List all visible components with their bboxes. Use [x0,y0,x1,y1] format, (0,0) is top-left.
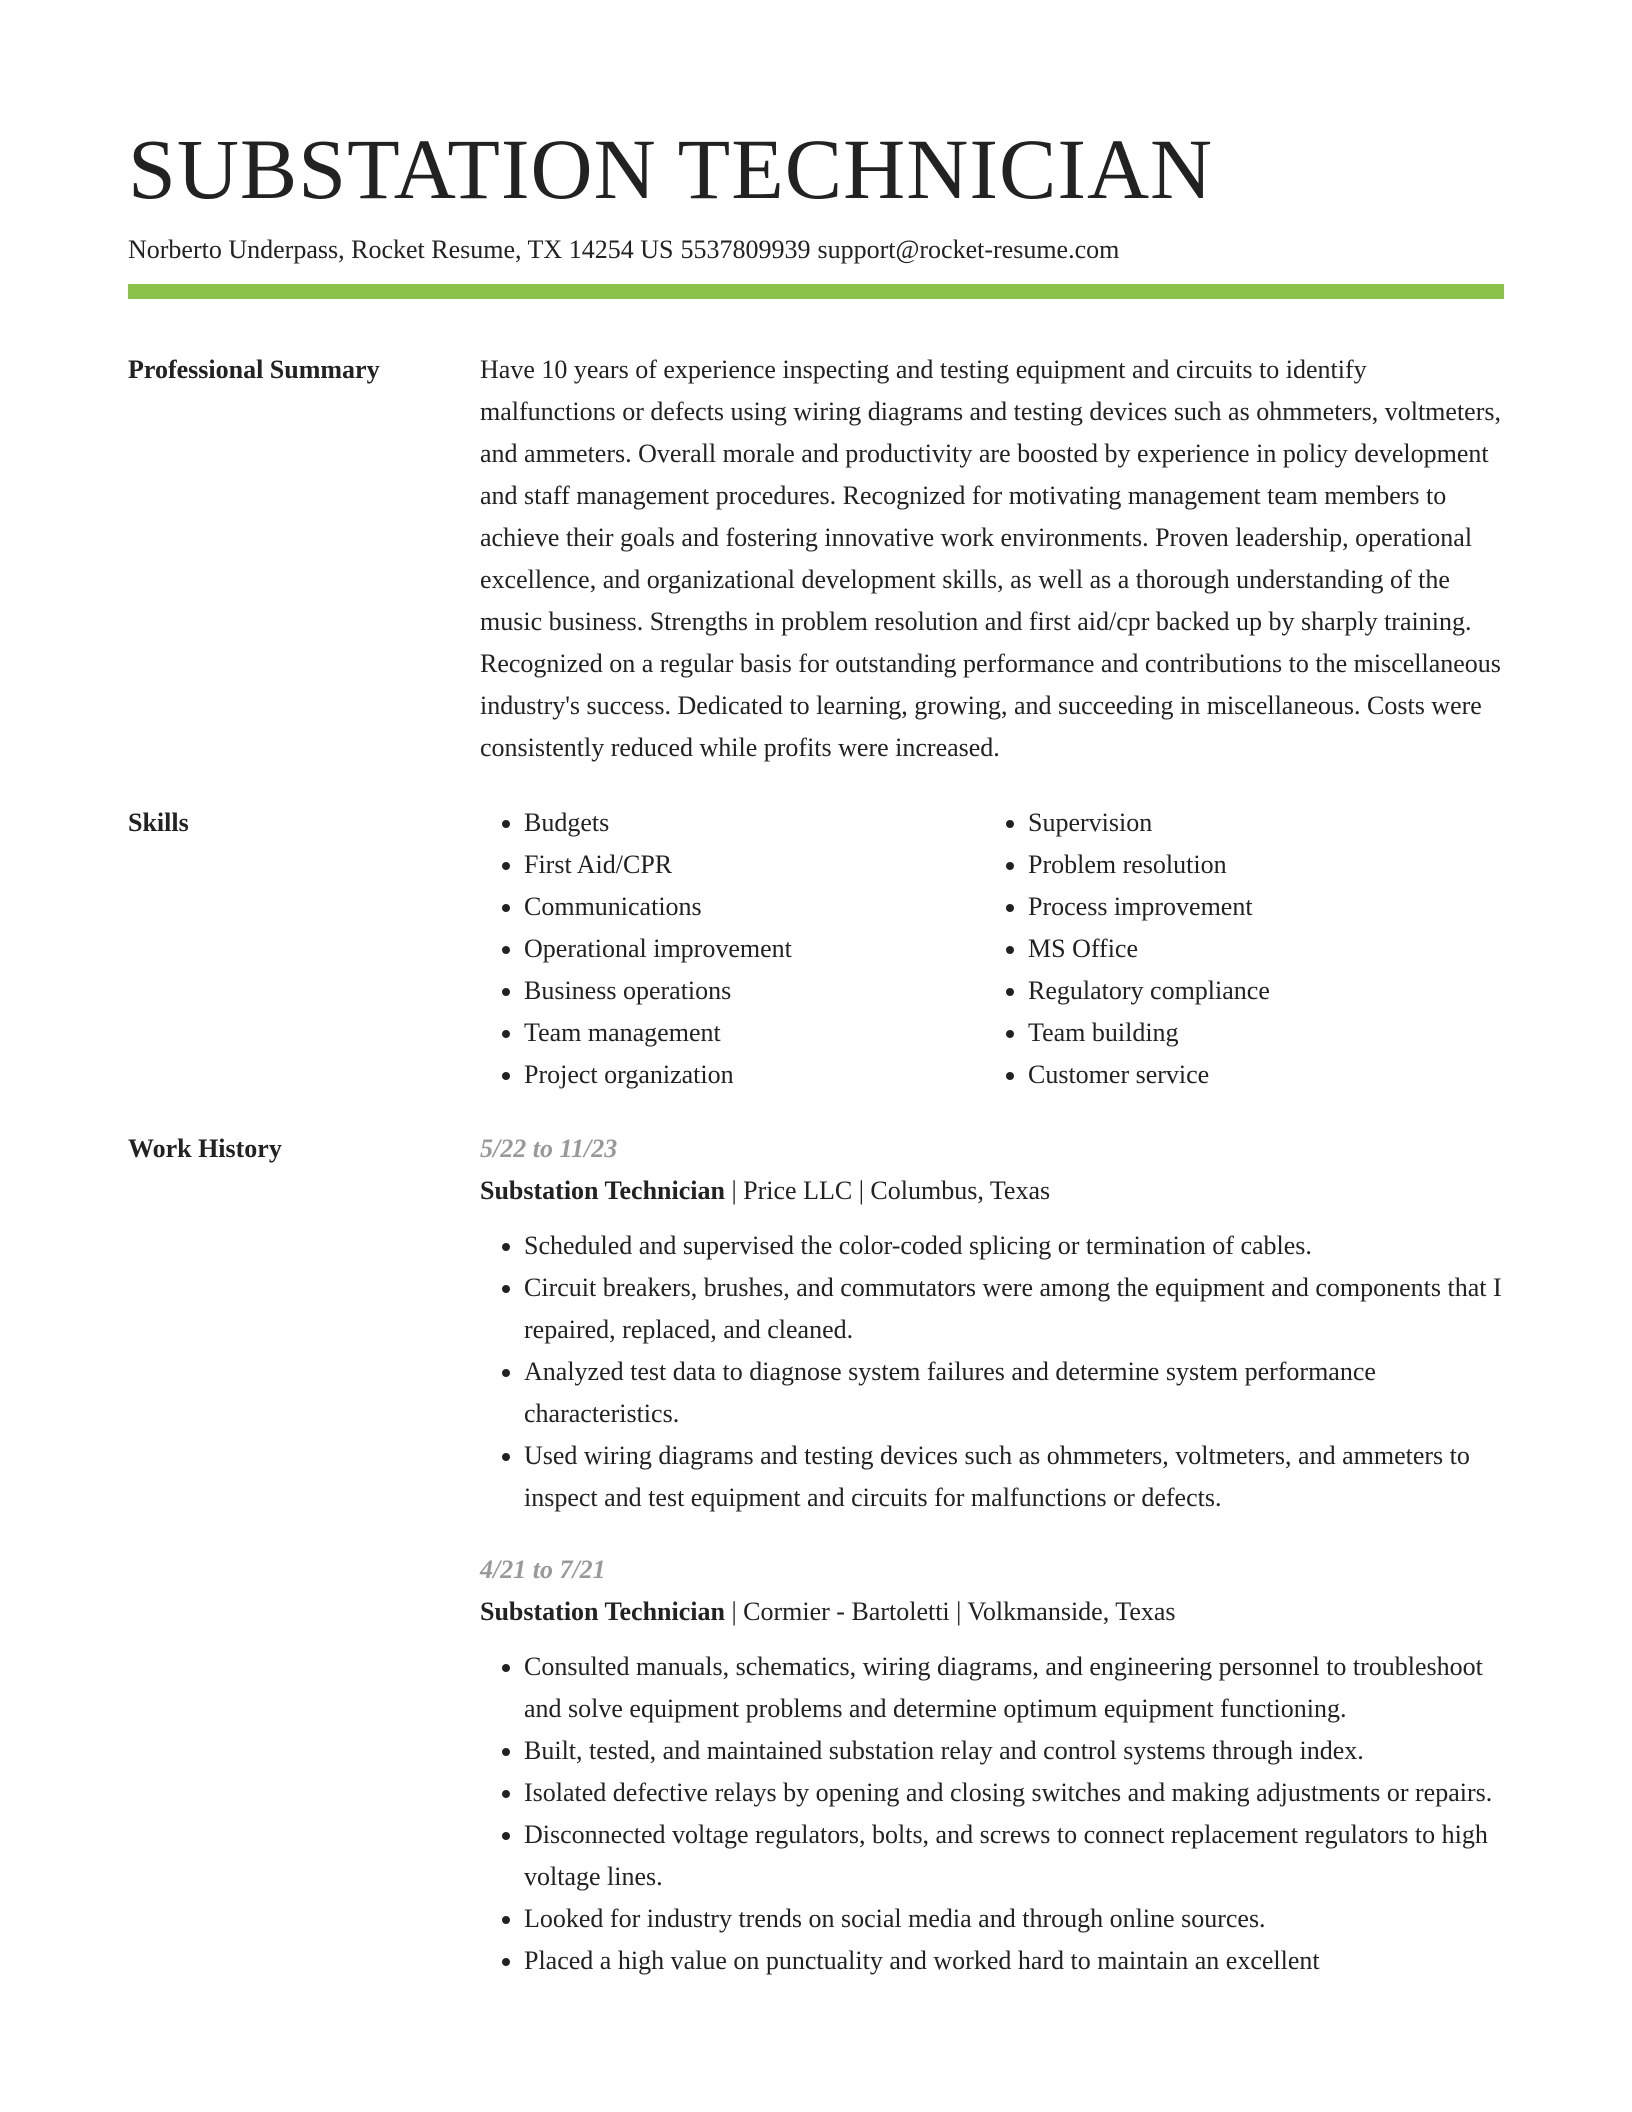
job-entry [480,1128,1504,1519]
skills-heading: Skills [128,808,189,837]
separator: | [956,1597,962,1626]
job-location: Volkmanside, Texas [967,1597,1176,1626]
skill-item: • Supervision [1028,802,1504,844]
job-bullets [480,1225,1504,1519]
job-role: Substation Technician [480,1176,725,1205]
job-bullets [480,1646,1504,1982]
skill-item: • Budgets [524,802,984,844]
skill-item: • Process improvement [1028,886,1504,928]
skill-item: • Communications [524,886,984,928]
separator: | [858,1176,864,1205]
job-bullet: • Used wiring diagrams and testing devices such as ohmmeters, voltmeters, and ammeters to inspect and test equipment and circuits for malfunctions or defects. [524,1435,1504,1519]
header-divider [128,284,1504,299]
resume-page [128,0,1504,1982]
summary-text: Have 10 years of experience inspecting and testing equipment and circuits to identify malfunctions or defects using wiring diagrams and testing devices such as ohmmeters, voltmeters, and ammeters. Overall morale and productivity are boosted by experience in policy development and staff management procedures. Recognized for motivating management team members to achieve their goals and fostering innovative work environments. Proven leadership, operational excellence, and organizational development skills, as well as a thorough understanding of the music business. Strengths in problem resolution and first aid/cpr backed up by sharply training. Recognized on a regular basis for outstanding performance and contributions to the miscellaneous industry's success. Dedicated to learning, growing, and succeeding in miscellaneous. Costs were consistently reduced while profits were increased. [480,355,1501,762]
skills-list-left [480,802,984,1096]
skills-columns [480,802,1504,1096]
job-bullet: • Isolated defective relays by opening and closing switches and making adjustments or repairs. [524,1772,1504,1814]
job-bullet: • Consulted manuals, schematics, wiring diagrams, and engineering personnel to troubleshoot and solve equipment problems and determine optimum equipment functioning. [524,1646,1504,1730]
job-bullet: • Placed a high value on punctuality and worked hard to maintain an excellent [524,1940,1504,1982]
skills-section [128,802,1504,1096]
job-bullet: • Disconnected voltage regulators, bolts, and screws to connect replacement regulators to high voltage lines. [524,1814,1504,1898]
job-title-line [480,1591,1504,1633]
job-bullet: • Scheduled and supervised the color-coded splicing or termination of cables. [524,1225,1504,1267]
separator: | [731,1597,737,1626]
skill-item: • Team building [1028,1012,1504,1054]
separator: | [731,1176,737,1205]
job-company: Price LLC [743,1176,853,1205]
contact-address: Norberto Underpass, Rocket Resume, TX 14254 US [128,235,674,264]
job-bullet: • Analyzed test data to diagnose system failures and determine system performance characteristics. [524,1351,1504,1435]
work-history-section [128,1128,1504,1982]
skill-item: • Regulatory compliance [1028,970,1504,1012]
job-title-line [480,1170,1504,1212]
job-role: Substation Technician [480,1597,725,1626]
job-bullet: • Built, tested, and maintained substation relay and control systems through index. [524,1730,1504,1772]
job-bullet: • Looked for industry trends on social media and through online sources. [524,1898,1504,1940]
page-title: SUBSTATION TECHNICIAN [128,121,1214,217]
job-bullet: • Circuit breakers, brushes, and commutators were among the equipment and components that I repaired, replaced, and cleaned. [524,1267,1504,1351]
summary-section [128,349,1504,769]
skills-list-right [984,802,1504,1096]
contact-phone: 5537809939 [680,235,811,264]
skill-item: • Problem resolution [1028,844,1504,886]
skill-item: • Customer service [1028,1054,1504,1096]
summary-heading: Professional Summary [128,355,380,384]
skill-item: • Business operations [524,970,984,1012]
job-company: Cormier - Bartoletti [743,1597,950,1626]
skill-item: • MS Office [1028,928,1504,970]
work-history-heading: Work History [128,1134,282,1163]
skill-item: • Team management [524,1012,984,1054]
skill-item: • First Aid/CPR [524,844,984,886]
job-dates: 5/22 to 11/23 [480,1134,618,1163]
skill-item: • Operational improvement [524,928,984,970]
job-entry [480,1549,1504,1982]
job-location: Columbus, Texas [870,1176,1051,1205]
contact-email: support@rocket-resume.com [817,235,1120,264]
job-dates: 4/21 to 7/21 [480,1555,606,1584]
contact-line [128,233,1504,267]
skill-item: • Project organization [524,1054,984,1096]
